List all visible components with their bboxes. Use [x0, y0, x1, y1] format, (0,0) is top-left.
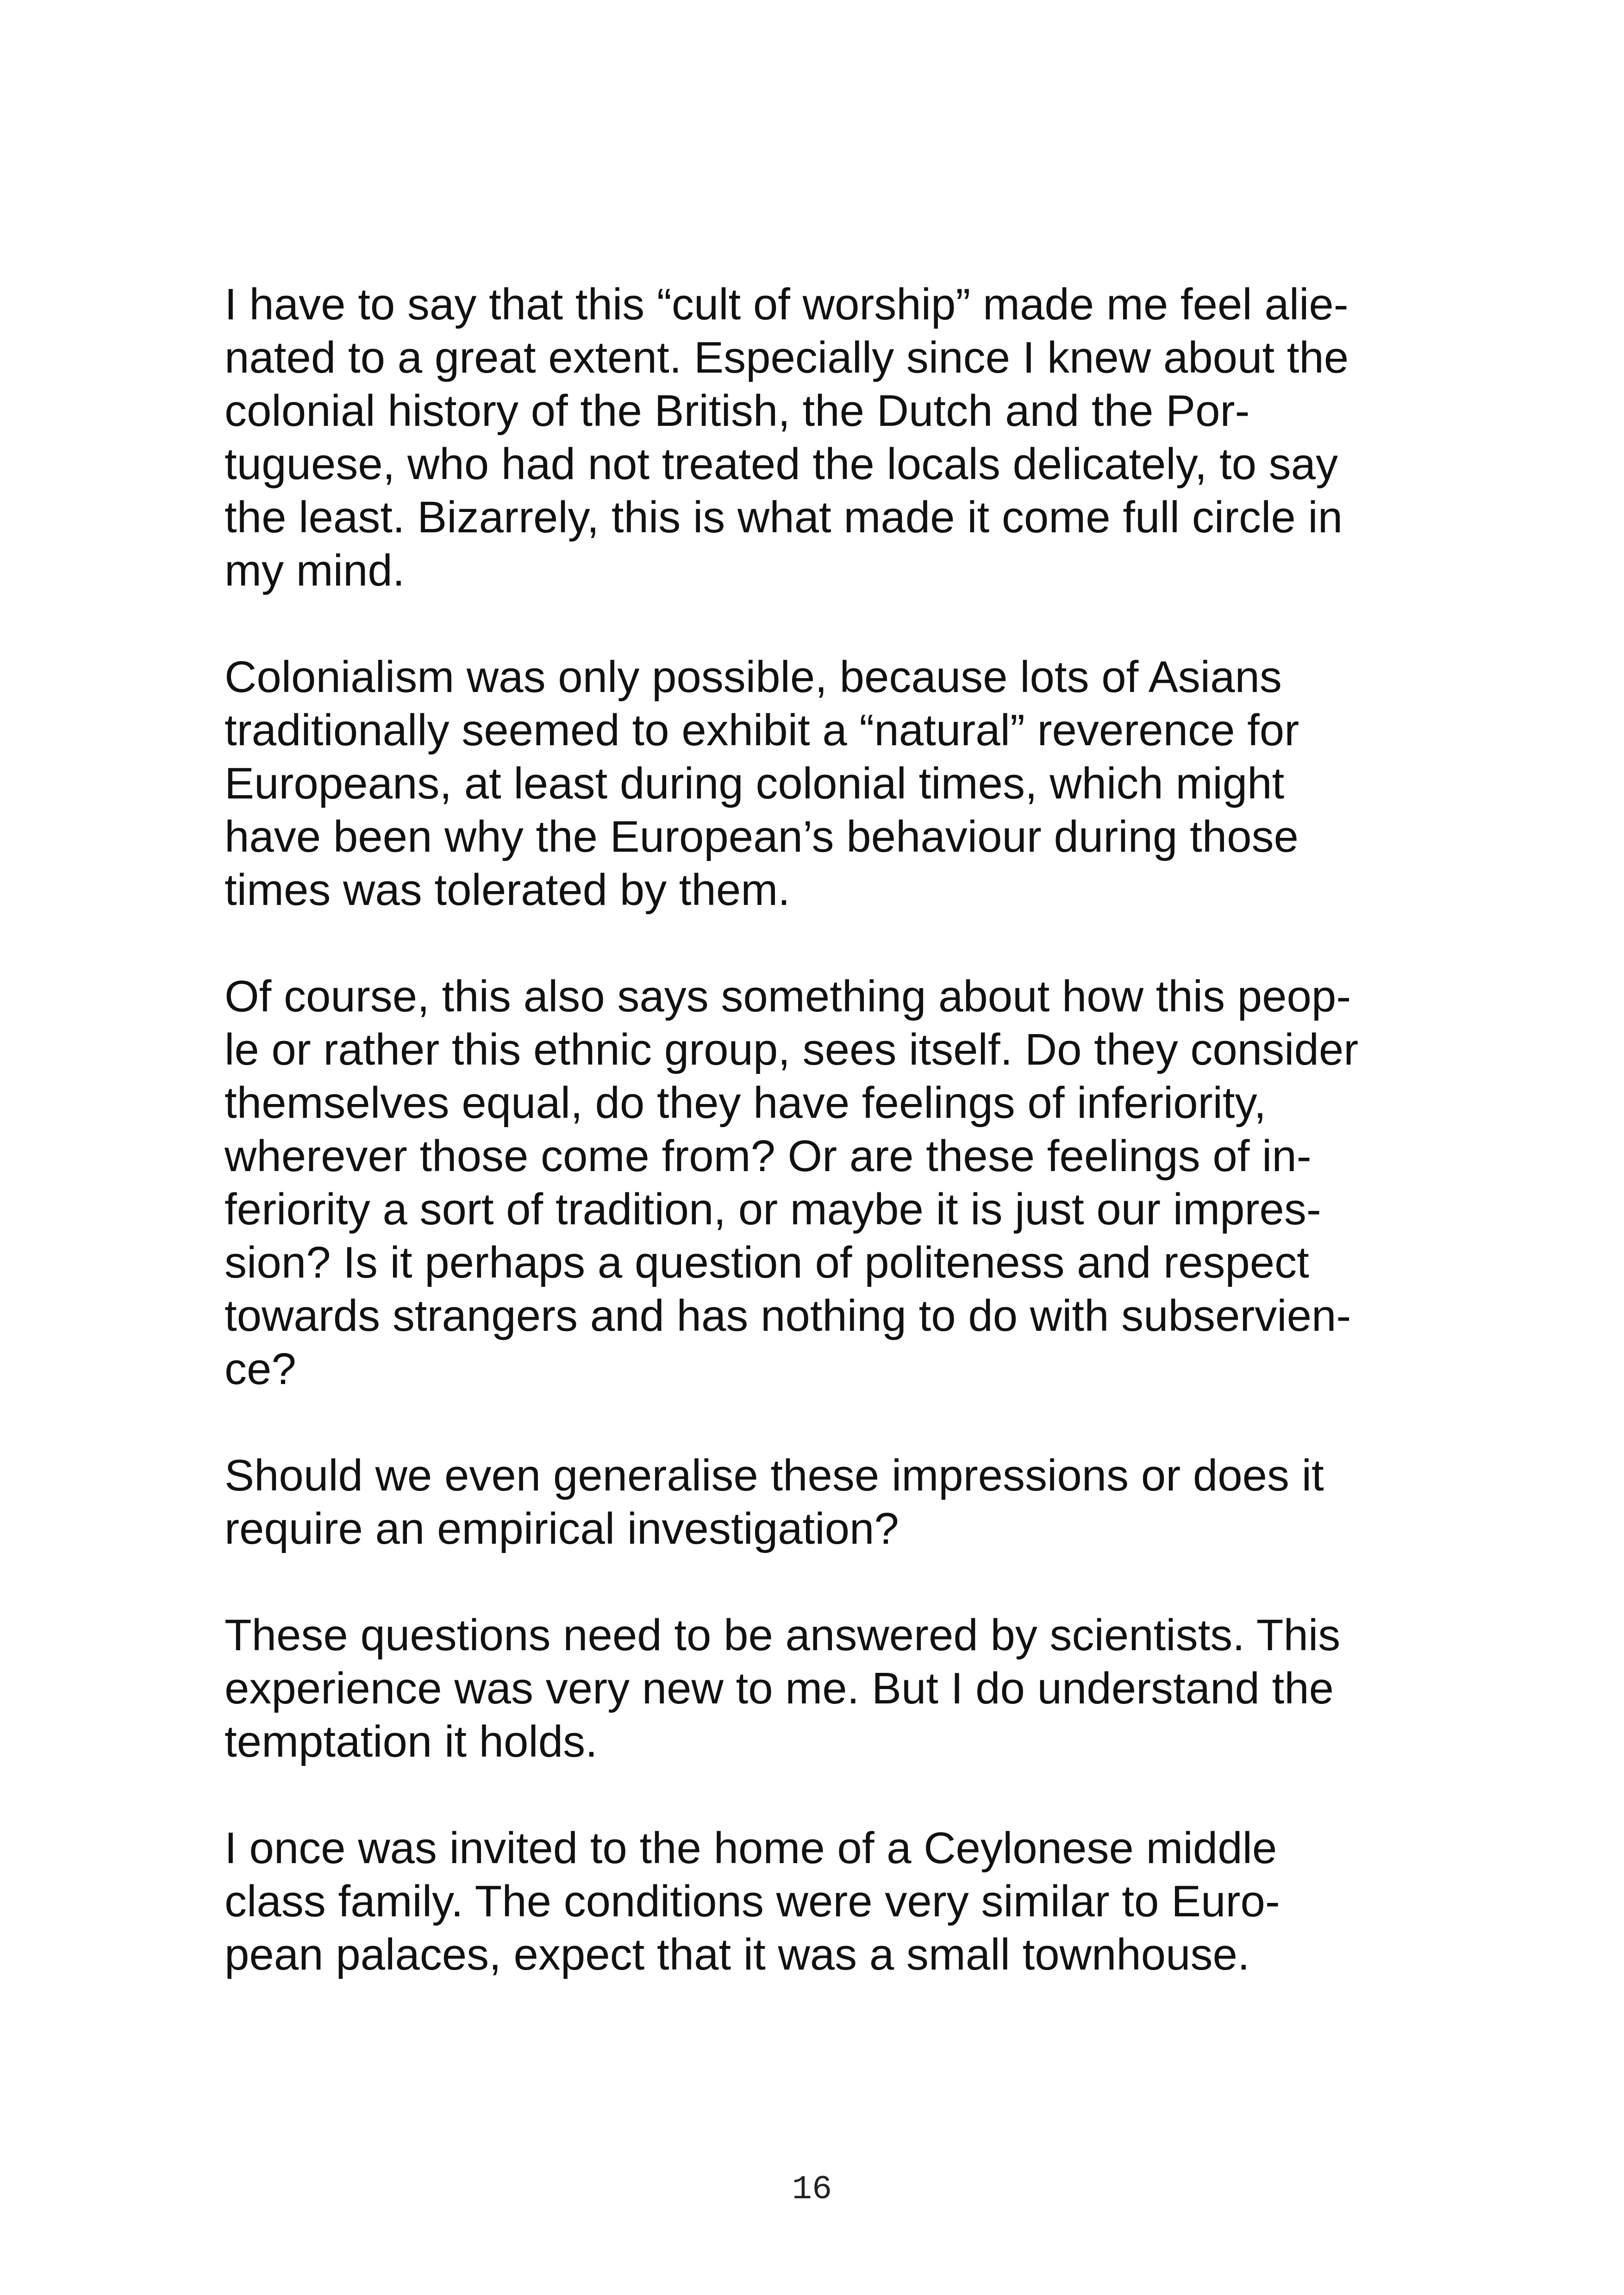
paragraph-3: Of course, this also says something about how this peop- le or rather this ethnic group, sees itself. Do they consider themselves equal, do they have feelings of inferiority, wherever those come from? Or are these feelings of in- feriority a sort of tradition, or maybe it is just our impres- sion? Is it perhaps a question of politeness and respect towards strangers and has nothing to do with subservien- ce?	[225, 972, 1359, 1394]
page-number: 16	[792, 2170, 832, 2208]
body-text	[225, 278, 1407, 2034]
paragraph-1: I have to say that this “cult of worship” made me feel alie- nated to a great extent. Especially since I knew about the colonial history of the British, the Dutch and the Por- tuguese, who had not treated the locals delicately, to say the least. Bizarrely, this is what made it come full circle in my mind.	[225, 280, 1349, 595]
paragraph-5: These questions need to be answered by scientists. This experience was very new to me. But I do understand the temptation it holds.	[225, 1610, 1341, 1766]
paragraph-6: I once was invited to the home of a Ceylonese middle class family. The conditions were very similar to Euro- pean palaces, expect that it was a small townhouse.	[225, 1823, 1280, 1979]
paragraph-4: Should we even generalise these impressions or does it require an empirical investigation?	[225, 1451, 1324, 1553]
paragraph-2: Colonialism was only possible, because lots of Asians traditionally seemed to exhibit a “natural” reverence for Europeans, at least during colonial times, which might have been why the European’s behaviour during those times was tolerated by them.	[225, 652, 1299, 915]
